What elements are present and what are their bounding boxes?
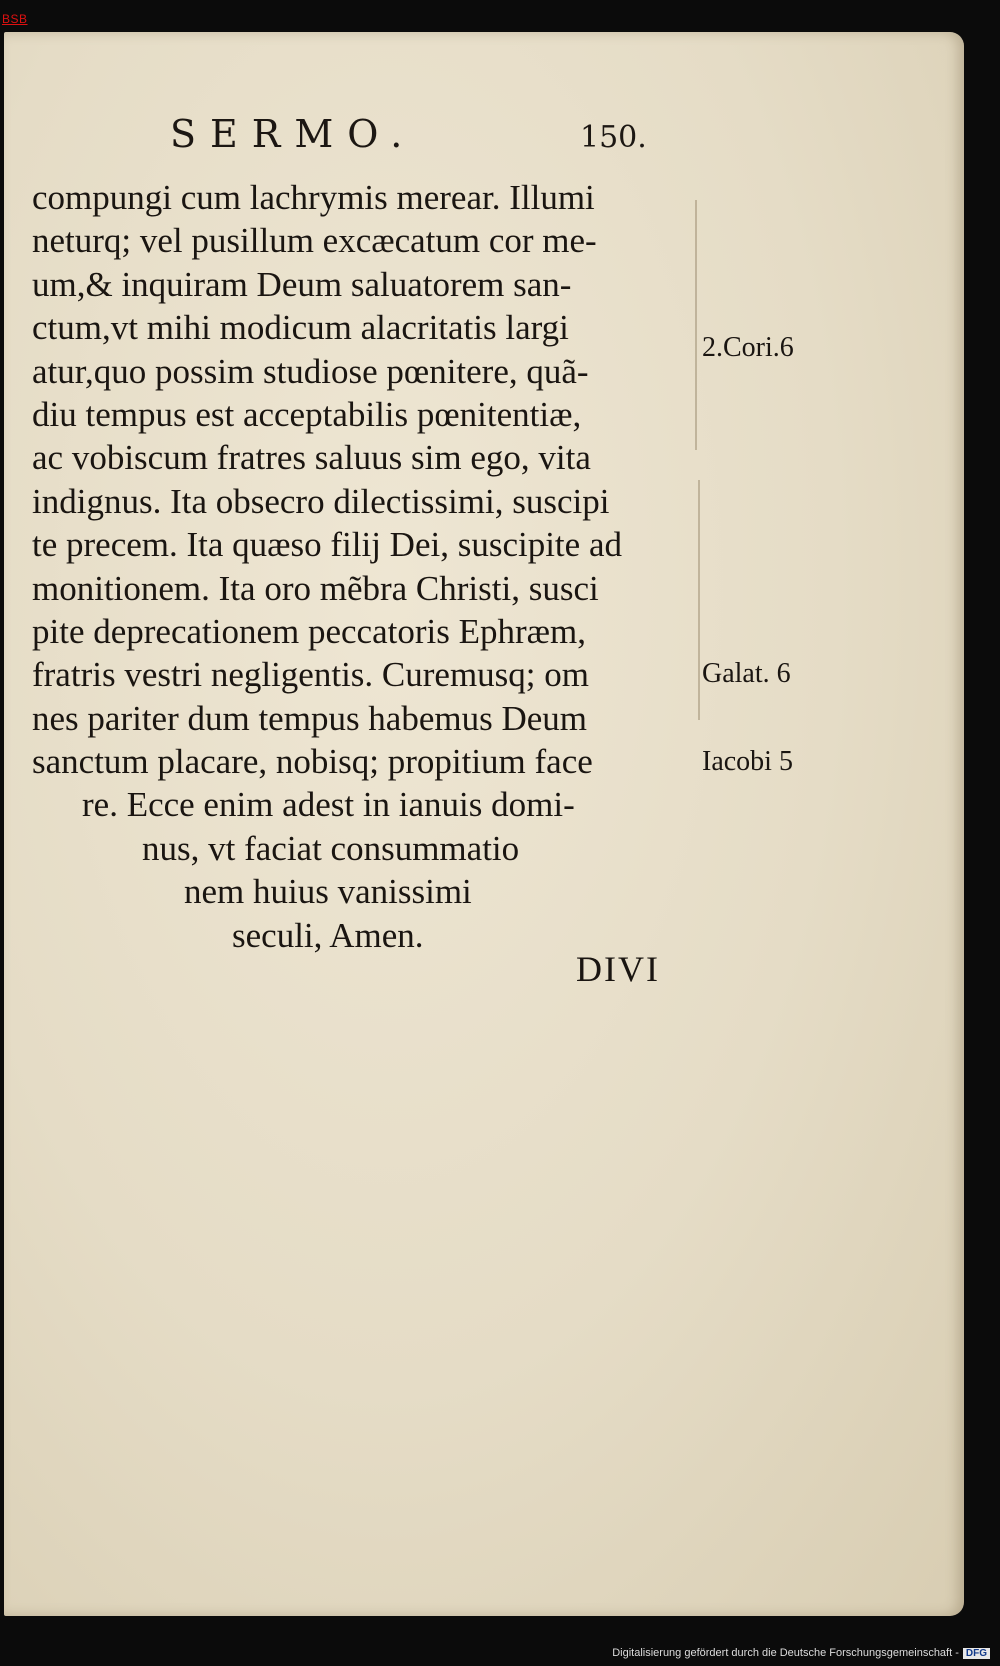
bsb-logo: BSB bbox=[2, 12, 28, 26]
text-line: ctum,vt mihi modicum alacritatis largi bbox=[32, 308, 569, 348]
text-line: diu tempus est acceptabilis pœnitentiæ, bbox=[32, 394, 582, 434]
text-line: ac vobiscum fratres saluus sim ego, vita bbox=[32, 438, 591, 478]
running-head: SERMO. bbox=[170, 112, 417, 156]
margin-note: Galat. 6 bbox=[702, 658, 791, 689]
footer bbox=[612, 1647, 990, 1659]
text-line: nes pariter dum tempus habemus Deum bbox=[32, 698, 588, 738]
text-line: fratris vestri negligentis. Curemusq; om bbox=[32, 655, 589, 695]
text-line: compungi cum lachrymis merear. Illumi bbox=[32, 178, 595, 217]
text-line: nus, vt faciat consummatio bbox=[142, 828, 520, 868]
text-line: indignus. Ita obsecro dilectissimi, suscipi bbox=[32, 481, 610, 521]
text-line: atur,quo possim studiose pœnitere, quã- bbox=[32, 351, 589, 391]
margin-rule bbox=[698, 480, 700, 720]
catchword: DIVI bbox=[576, 949, 660, 989]
footer-text: Digitalisierung gefördert durch die Deutsche Forschungsgemeinschaft - bbox=[612, 1647, 959, 1659]
text-line: sanctum placare, nobisq; propitium face bbox=[32, 742, 593, 782]
body-text bbox=[32, 176, 692, 957]
text-line: nem huius vanissimi bbox=[184, 872, 472, 912]
text-line: pite deprecationem peccatoris Ephræm, bbox=[32, 611, 586, 651]
page-number: 150. bbox=[580, 120, 647, 155]
text-line: monitionem. Ita oro mẽbra Christi, susci bbox=[32, 568, 599, 608]
dfg-logo: DFG bbox=[963, 1648, 990, 1659]
text-line: seculi, Amen. bbox=[232, 915, 424, 955]
text-line: re. Ecce enim adest in ianuis domi- bbox=[82, 785, 575, 825]
text-line: neturq; vel pusillum excæcatum cor me- bbox=[32, 221, 597, 261]
margin-note: Iacobi 5 bbox=[702, 746, 793, 777]
text-line: um,& inquiram Deum saluatorem san- bbox=[32, 264, 572, 304]
margin-rule bbox=[695, 200, 697, 450]
text-line: te precem. Ita quæso filij Dei, suscipite ad bbox=[32, 525, 622, 565]
margin-note: 2.Cori.6 bbox=[702, 332, 794, 363]
